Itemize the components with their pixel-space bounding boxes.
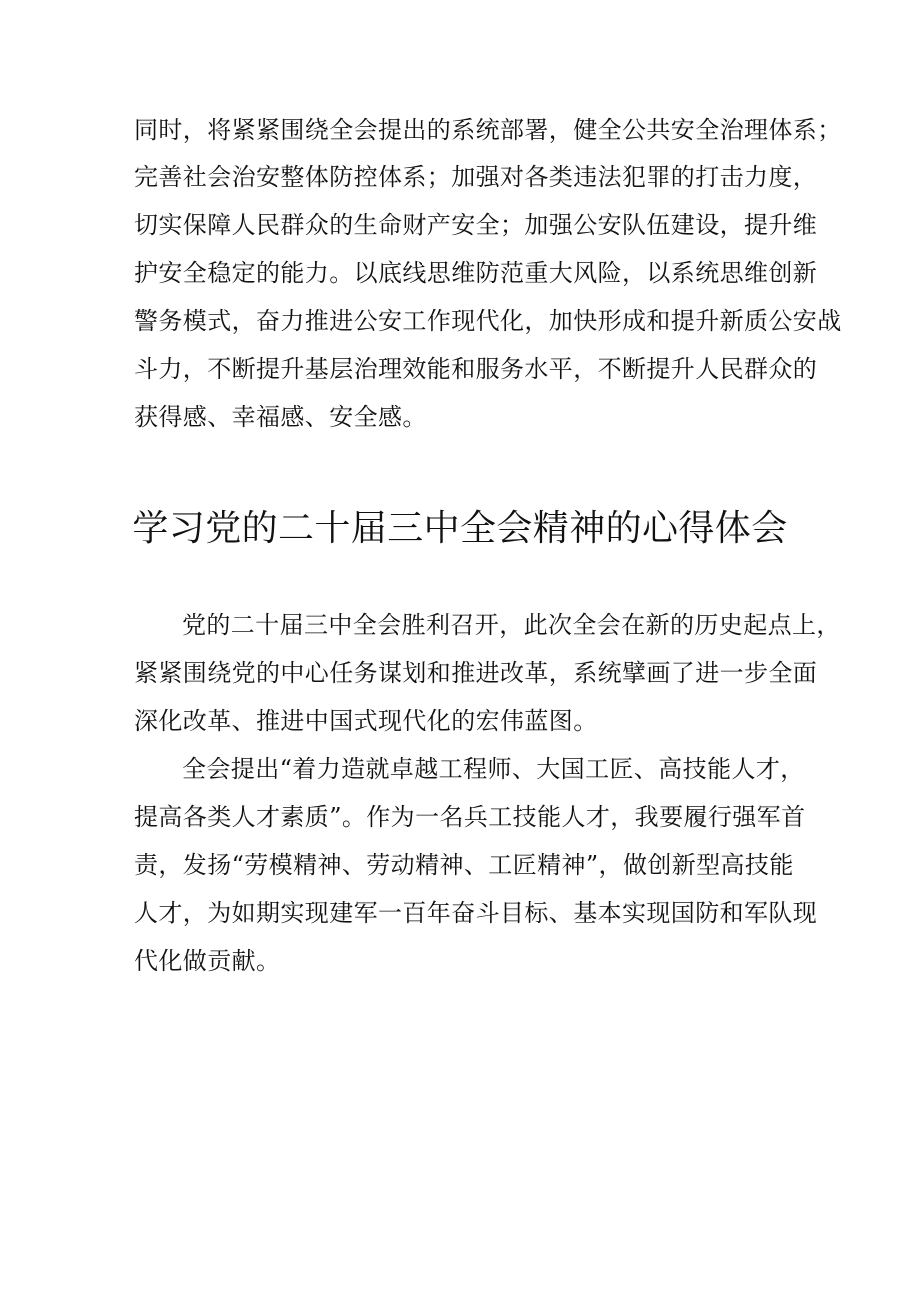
text-line: 全会提出“着力造就卓越工程师、大国工匠、高技能人才， [182,755,805,783]
text-line: 同时，将紧紧围绕全会提出的系统部署，健全公共安全治理体系； [134,116,842,144]
text-line: 深化改革、推进中国式现代化的宏伟蓝图。 [134,707,598,735]
text-line: 切实保障人民群众的生命财产安全；加强公安队伍建设，提升维 [134,211,818,239]
text-line: 完善社会治安整体防控体系；加强对各类违法犯罪的打击力度， [134,163,818,191]
text-line: 护安全稳定的能力。以底线思维防范重大风险，以系统思维创新 [134,259,818,287]
text-line: 责，发扬“劳模精神、劳动精神、工匠精神”，做创新型高技能 [134,851,794,879]
text-line: 紧紧围绕党的中心任务谋划和推进改革，系统擘画了进一步全面 [134,659,818,687]
text-line: 提高各类人才素质”。作为一名兵工技能人才，我要履行强军首 [134,803,806,831]
text-line: 警务模式，奋力推进公安工作现代化，加快形成和提升新质公安战 [134,307,842,335]
text-line: 代化做贡献。 [134,947,281,975]
text-line: 获得感、幸福感、安全感。 [134,403,427,431]
text-line: 党的二十届三中全会胜利召开，此次全会在新的历史起点上， [182,611,841,639]
text-line: 人才，为如期实现建军一百年奋斗目标、基本实现国防和军队现 [134,899,818,927]
page-title: 学习党的二十届三中全会精神的心得体会 [132,508,788,549]
text-line: 斗力，不断提升基层治理效能和服务水平，不断提升人民群众的 [134,355,818,383]
